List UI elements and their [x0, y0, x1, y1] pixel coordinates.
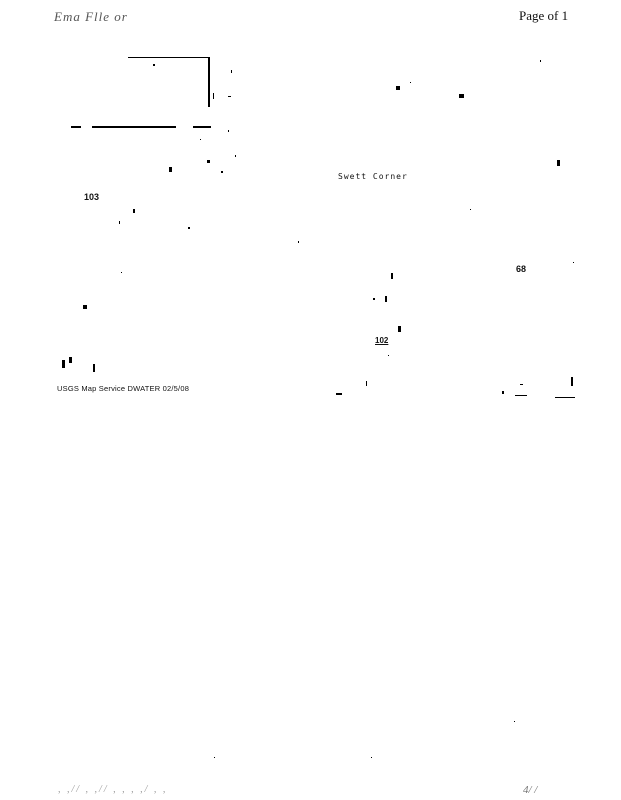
header-page-number: Page of 1 [519, 8, 569, 23]
map-road-line [193, 126, 211, 128]
scan-speck [69, 357, 72, 363]
scan-speck [213, 93, 214, 99]
scan-speck [520, 384, 523, 385]
scan-speck [514, 721, 515, 722]
scan-speck [388, 355, 389, 356]
scan-speck [571, 377, 573, 386]
scan-speck [153, 64, 155, 66]
scan-speck [540, 60, 541, 62]
scan-speck [228, 96, 231, 97]
scan-speck [298, 241, 299, 243]
scan-speck [373, 298, 375, 300]
map-route-marker: 68 [516, 264, 527, 274]
map-route-marker: 102 [375, 336, 389, 345]
scan-speck [93, 364, 95, 372]
map-source-caption: USGS Map Service DWATER 02/5/08 [57, 384, 190, 393]
scan-speck [385, 296, 387, 302]
map-place-label: Swett Corner [338, 172, 408, 181]
scan-speck [121, 272, 122, 273]
footer-url: , ,// , ,// , , , ,/ , , [58, 784, 168, 795]
scan-speck [391, 273, 393, 279]
scan-speck [502, 391, 504, 394]
scan-speck [169, 167, 172, 172]
scan-speck [235, 155, 236, 157]
scan-speck [557, 160, 560, 166]
map-road-line [555, 397, 575, 398]
scan-speck [119, 221, 120, 224]
map-route-marker: 103 [84, 192, 100, 202]
footer-date: 4/ / [523, 784, 538, 796]
scan-speck [410, 82, 411, 83]
map-frame-line [128, 57, 210, 58]
map-road-line [515, 395, 527, 396]
scan-speck [470, 209, 471, 210]
scan-speck [396, 86, 400, 90]
scan-speck [459, 94, 464, 98]
scan-speck [398, 326, 401, 332]
scan-speck [371, 757, 372, 758]
scan-speck [207, 160, 210, 163]
header-email-file-name: Ema Flle or [54, 9, 128, 24]
scan-speck [62, 360, 65, 368]
scan-speck [336, 393, 342, 395]
scan-speck [221, 171, 223, 173]
scan-speck [366, 381, 367, 386]
scan-speck [228, 130, 229, 132]
scan-speck [133, 209, 135, 213]
map-road-line [71, 126, 81, 128]
map-frame-line [208, 57, 210, 107]
scan-speck [83, 305, 87, 309]
scan-speck [188, 227, 190, 229]
scan-speck [214, 757, 215, 758]
scan-speck [573, 262, 574, 263]
map-road-line [92, 126, 176, 128]
scan-speck [200, 139, 201, 140]
scan-speck [231, 70, 232, 73]
